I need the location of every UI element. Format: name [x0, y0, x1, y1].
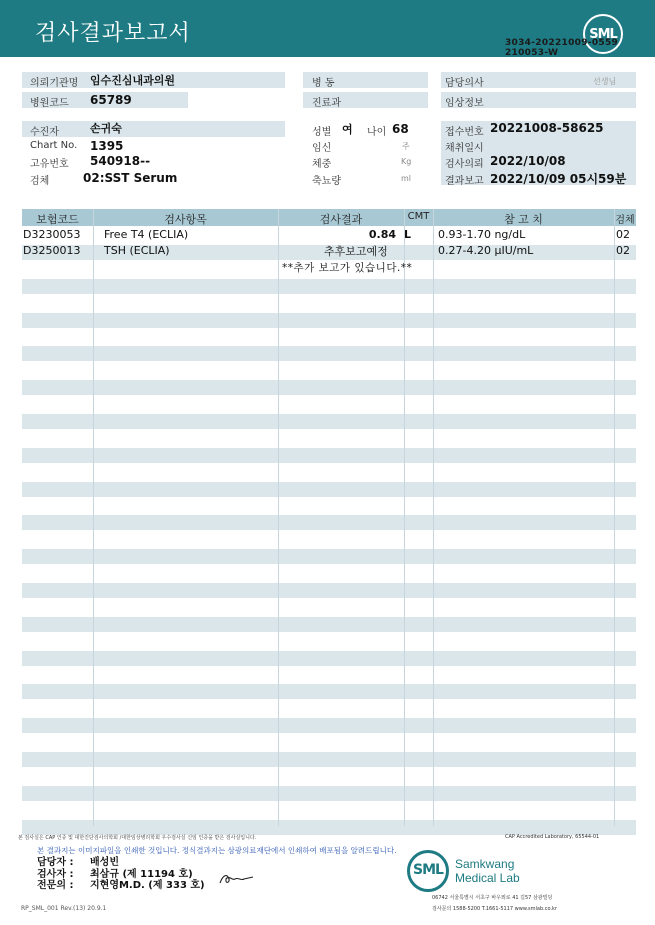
signer-specialist-label: 전문의 :	[37, 880, 74, 891]
dept-label: 진료과	[312, 98, 341, 109]
col-divider	[404, 209, 405, 826]
patient-name-value: 손귀숙	[90, 122, 122, 135]
col-divider	[93, 209, 94, 826]
lab-name-line1: Samkwang	[455, 857, 515, 871]
row1-result: 0.84	[368, 228, 396, 241]
sml-footer-logo-text: SML	[413, 862, 443, 878]
table-stripe	[22, 651, 636, 666]
row1-item: Free T4 (ECLIA)	[104, 228, 189, 241]
form-code: RP_SML_001 Rev.(13) 20.9.1	[21, 905, 107, 912]
weight-label: 체중	[312, 159, 332, 170]
lab-contact: 검사문의 1588-5200 T.1661-5117 www.smlab.co.kr	[432, 906, 557, 912]
table-stripe	[22, 482, 636, 497]
urine-label: 축뇨량	[312, 176, 341, 187]
table-stripe	[22, 346, 636, 361]
sex-value: 여	[342, 123, 353, 136]
signer-manager-value: 배성빈	[90, 857, 119, 868]
print-notice: 본 결과지는 이미지파일을 인쇄한 것입니다. 정식결과지는 삼광의료재단에서 인쇄하여 배포됨을 알려드립니다.	[37, 846, 397, 855]
col-divider	[278, 209, 279, 826]
col-divider	[433, 209, 434, 826]
table-stripe	[22, 583, 636, 598]
sml-footer-logo	[407, 850, 449, 892]
signer-tester-value: 최삼규 (제 11194 호)	[90, 869, 193, 880]
col-divider	[614, 209, 615, 826]
signer-specialist-value: 지현영M.D. (제 333 호)	[90, 880, 205, 891]
lab-name-line2: Medical Lab	[455, 871, 520, 885]
unique-id-label: 고유번호	[30, 159, 69, 170]
table-stripe	[22, 313, 636, 328]
certification-text: 본 검사실은 CAP 인증 및 대한진단검사의학회 /대한임상병리학회 우수검사실 신임 인증을 받은 검사실입니다.	[18, 835, 257, 841]
header-reference: 참 고 치	[504, 213, 543, 226]
row1-code: D3230053	[23, 228, 81, 241]
row1-specimen: 02	[616, 228, 630, 241]
unique-id-value: 540918--	[90, 154, 151, 168]
cap-accreditation: CAP Accredited Laboratory, 65544-01	[505, 834, 600, 840]
hospital-code-value: 65789	[90, 93, 132, 107]
clinical-label: 임상정보	[445, 98, 484, 109]
age-value: 68	[392, 122, 409, 136]
pregnancy-label: 임신	[312, 143, 332, 154]
row1-reference: 0.93-1.70 ng/dL	[438, 228, 526, 241]
sml-logo-text: SML	[589, 27, 617, 42]
doctor-label: 담당의사	[445, 78, 484, 89]
sml-logo	[583, 14, 623, 54]
table-stripe	[22, 752, 636, 767]
header-test-item: 검사항목	[164, 213, 207, 226]
collection-label: 채취일시	[445, 143, 484, 154]
weight-unit: Kg	[401, 157, 412, 166]
sex-label: 성별	[312, 127, 332, 138]
row2-specimen: 02	[616, 244, 630, 257]
signer-manager-label: 담당자 :	[37, 857, 74, 868]
specimen-label: 검체	[30, 176, 50, 187]
report-date-value: 2022/10/09 05시59분	[490, 172, 627, 186]
pregnancy-unit: 주	[402, 142, 410, 151]
table-stripe	[22, 515, 636, 530]
header-specimen: 검체	[615, 215, 635, 226]
report-id-line2: 210053-W	[505, 48, 559, 58]
table-stripe	[22, 380, 636, 395]
header-cmt: CMT	[407, 211, 430, 222]
table-stripe	[22, 448, 636, 463]
table-stripe	[22, 279, 636, 294]
institution-value: 임수진심내과의원	[90, 74, 176, 87]
chart-label: Chart No.	[30, 140, 78, 151]
patient-name-label: 수진자	[30, 127, 59, 138]
institution-label: 의뢰기관명	[30, 78, 79, 89]
request-label: 검사의뢰	[445, 159, 484, 170]
row1-flag: L	[404, 228, 412, 241]
handwritten-signature	[217, 869, 257, 887]
row2-item: TSH (ECLIA)	[104, 244, 170, 257]
row2-code: D3250013	[23, 244, 81, 257]
age-label: 나이	[367, 127, 387, 138]
receipt-value: 20221008-58625	[490, 121, 604, 135]
table-stripe	[22, 617, 636, 632]
table-stripe	[22, 684, 636, 699]
row2-result: 추후보고예정	[324, 245, 388, 258]
report-id-line1: 3034-20221009-0559	[505, 38, 619, 48]
signer-tester-label: 검사자 :	[37, 869, 74, 880]
table-stripe	[22, 820, 636, 835]
urine-unit: ml	[401, 174, 412, 183]
chart-value: 1395	[90, 139, 124, 153]
row2-reference: 0.27-4.20 μIU/mL	[438, 244, 534, 257]
specimen-value: 02:SST Serum	[83, 171, 178, 185]
header-result: 검사결과	[319, 213, 363, 226]
additional-report-note: **추가 보고가 있습니다.**	[282, 262, 413, 274]
table-stripe	[22, 718, 636, 733]
report-date-label: 결과보고	[445, 176, 484, 187]
receipt-label: 접수번호	[445, 127, 484, 138]
doctor-value: 선생님	[593, 77, 617, 86]
header-insurance-code: 보험코드	[36, 213, 79, 226]
table-stripe	[22, 549, 636, 564]
report-title: 검사결과보고서	[35, 21, 191, 46]
hospital-code-label: 병원코드	[30, 98, 69, 109]
table-stripe	[22, 786, 636, 801]
patient-name-bar	[22, 121, 285, 137]
lab-address: 06742 서울특별시 서초구 바우뫼로 41 길57 삼광빌딩	[432, 895, 553, 901]
table-stripe	[22, 414, 636, 429]
request-value: 2022/10/08	[490, 154, 566, 168]
ward-label: 병 동	[312, 78, 335, 89]
